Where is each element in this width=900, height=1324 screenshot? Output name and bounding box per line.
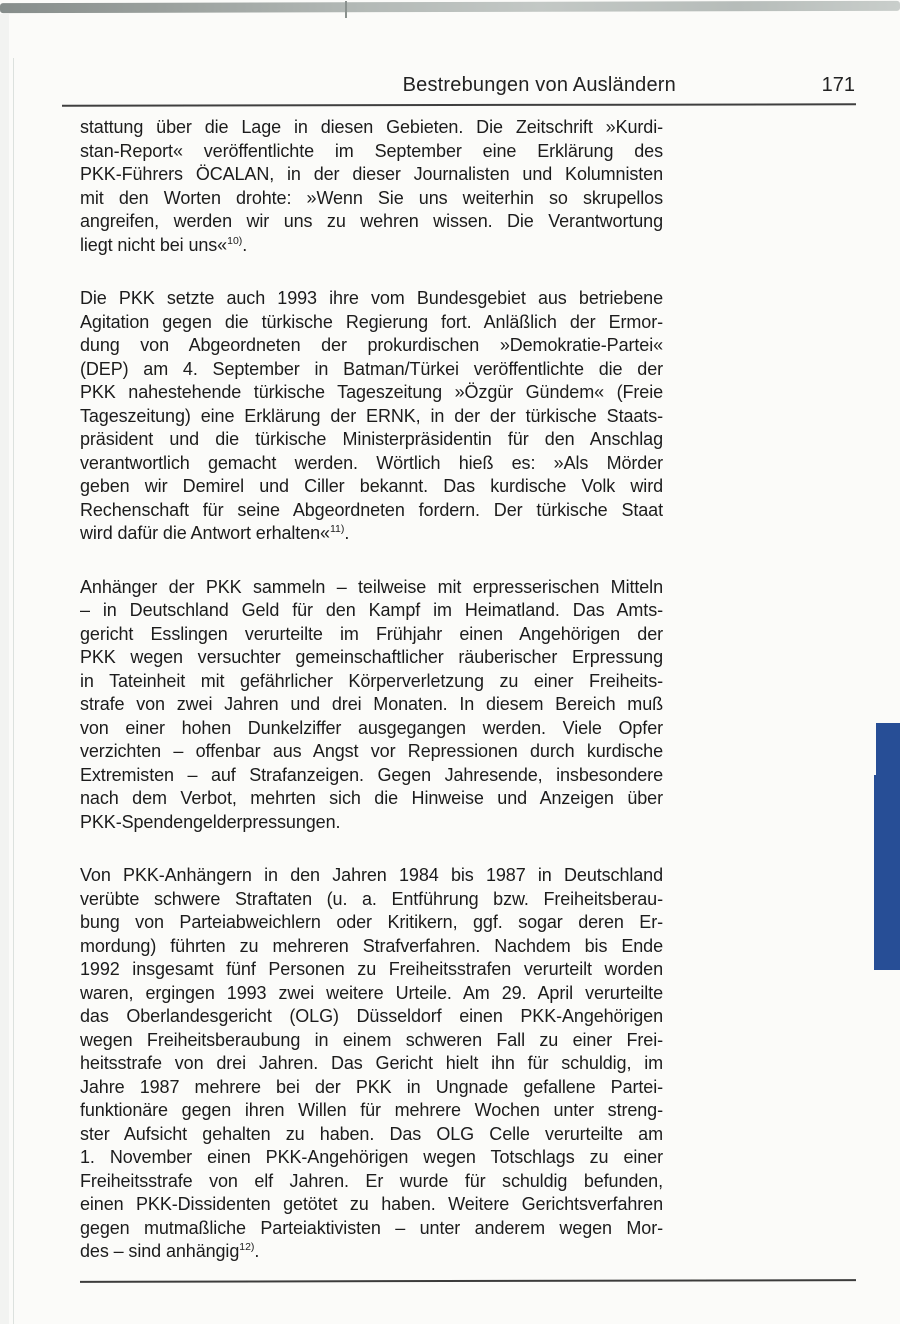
text-line: in Tateinheit mit gefährlicher Körperverletzung zu einer Freiheits- bbox=[80, 670, 663, 691]
footnote-ref: 11) bbox=[329, 523, 345, 535]
text-line: funktionäre gegen ihren Willen für mehrere Wochen unter streng- bbox=[80, 1100, 663, 1120]
text-line: strafe von zwei Jahren und drei Monaten. In diesem Bereich muß bbox=[80, 694, 663, 714]
paragraph bbox=[80, 287, 663, 546]
text-line: Anhänger der PKK sammeln – teilweise mit erpresserischen Mitteln bbox=[80, 576, 663, 597]
text-line: 1. November einen PKK-Angehörigen wegen Totschlags zu einer bbox=[80, 1147, 663, 1167]
text-line: dung von Abgeordneten der prokurdischen »Demokratie-Partei« bbox=[80, 335, 663, 355]
text-line: wird dafür die Antwort erhalten«$^{11)}$. bbox=[80, 523, 350, 543]
text-line: heitsstrafe von drei Jahren. Das Gericht hielt ihn für schuldig, im bbox=[80, 1053, 663, 1073]
text-line: waren, ergingen 1993 zwei weitere Urteile. Am 29. April verurteilte bbox=[80, 982, 663, 1003]
text-line: nach dem Verbot, mehrten sich die Hinweise und Anzeigen über bbox=[80, 788, 663, 808]
text-line: Jahre 1987 mehrere bei der PKK in Ungnade gefallene Partei- bbox=[80, 1076, 663, 1097]
running-head-title: Bestrebungen von Ausländern bbox=[402, 74, 676, 96]
text-line: (DEP) am 4. September in Batman/Türkei veröffentlichte die der bbox=[80, 358, 663, 379]
text-line: wegen Freiheitsberaubung in einem schweren Fall zu einer Frei- bbox=[80, 1029, 663, 1050]
text-line: verantwortlich gemacht werden. Wörtlich hieß es: »Als Mörder bbox=[80, 452, 663, 473]
text-line: PKK-Führers ÖCALAN, in der dieser Journalisten und Kolumnisten bbox=[80, 164, 663, 184]
bookmark-ribbon bbox=[876, 723, 900, 970]
footnote-rule bbox=[80, 1279, 856, 1283]
text-line: PKK nahestehende türkische Tageszeitung »Özgür Gündem« (Freie bbox=[80, 382, 663, 402]
text-line: Von PKK-Anhängern in den Jahren 1984 bis 1987 in Deutschland bbox=[80, 865, 663, 885]
text-line: Rechenschaft für seine Abgeordneten fordern. Der türkische Staat bbox=[80, 499, 663, 520]
text-line: PKK wegen versuchter gemeinschaftlicher räuberischer Erpressung bbox=[80, 647, 663, 667]
text-line: 1992 insgesamt fünf Personen zu Freiheitsstrafen verurteilt worden bbox=[80, 959, 663, 979]
text-line: Extremisten – auf Strafanzeigen. Gegen Jahresende, insbesondere bbox=[80, 764, 663, 785]
text-line: ster Aufsicht gehalten zu haben. Das OLG Celle verurteilte am bbox=[80, 1123, 663, 1144]
text-line: Tageszeitung) eine Erklärung der ERNK, in der der türkische Staats- bbox=[80, 405, 663, 426]
text-line: angreifen, werden wir uns zu wehren wissen. Die Verantwortung bbox=[80, 211, 663, 231]
text-line: von einer hohen Dunkelziffer ausgegangen werden. Viele Opfer bbox=[80, 717, 663, 738]
text-line: das Oberlandesgericht (OLG) Düsseldorf einen PKK-Angehörigen bbox=[80, 1006, 663, 1026]
header-rule bbox=[62, 103, 856, 106]
paragraph bbox=[80, 576, 663, 835]
body-text bbox=[80, 116, 663, 1264]
text-line: gegen mutmaßliche Parteiaktivisten – unter anderem wegen Mor- bbox=[80, 1217, 663, 1238]
text-line: – in Deutschland Geld für den Kampf im Heimatland. Das Amts- bbox=[80, 600, 663, 620]
text-line: stan-Report« veröffentlichte im September eine Erklärung des bbox=[80, 140, 663, 161]
text-line: gericht Esslingen verurteilte im Frühjahr einen Angehörigen der bbox=[80, 623, 663, 644]
footnote-ref: 10) bbox=[227, 234, 243, 247]
text-line: Agitation gegen die türkische Regierung fort. Anläßlich der Ermor- bbox=[80, 311, 663, 332]
text-line: Freiheitsstrafe von elf Jahren. Er wurde für schuldig befunden, bbox=[80, 1170, 663, 1191]
page-edge-strip bbox=[0, 14, 9, 1324]
text-line: Die PKK setzte auch 1993 ihre vom Bundesgebiet aus betriebene bbox=[80, 288, 663, 308]
text-line: präsident und die türkische Ministerpräsidentin für den Anschlag bbox=[80, 429, 663, 449]
text-line: verübte schwere Straftaten (u. a. Entführung bzw. Freiheitsberau- bbox=[80, 888, 663, 909]
text-line: mordung) führten zu mehreren Strafverfahren. Nachdem bis Ende bbox=[80, 935, 663, 956]
page-number: 171 bbox=[821, 74, 855, 96]
text-line: stattung über die Lage in diesen Gebieten. Die Zeitschrift »Kurdi- bbox=[80, 117, 663, 137]
text-line: geben wir Demirel und Ciller bekannt. Das kurdische Volk wird bbox=[80, 476, 663, 496]
text-line: liegt nicht bei uns«$^{10)}$. bbox=[80, 234, 248, 255]
paragraph bbox=[80, 116, 663, 257]
paragraph bbox=[80, 864, 663, 1264]
text-line: verzichten – offenbar aus Angst vor Repressionen durch kurdische bbox=[80, 741, 663, 761]
text-line: PKK-Spendengelderpressungen. bbox=[80, 811, 341, 832]
text-line: bung von Parteiabweichlern oder Kritikern, ggf. sogar deren Er- bbox=[80, 912, 663, 932]
scan-edge-artifact bbox=[0, 1, 900, 13]
text-line: einen PKK-Dissidenten getötet zu haben. Weitere Gerichtsverfahren bbox=[80, 1194, 663, 1214]
footnote-ref: 12) bbox=[239, 1241, 255, 1253]
text-line: mit den Worten drohte: »Wenn Sie uns weiterhin so skrupellos bbox=[80, 187, 663, 208]
text-line: des – sind anhängig$^{12)}$. bbox=[80, 1241, 260, 1261]
page-edge-line bbox=[13, 58, 14, 1324]
scan-edge-tick bbox=[345, 1, 347, 18]
